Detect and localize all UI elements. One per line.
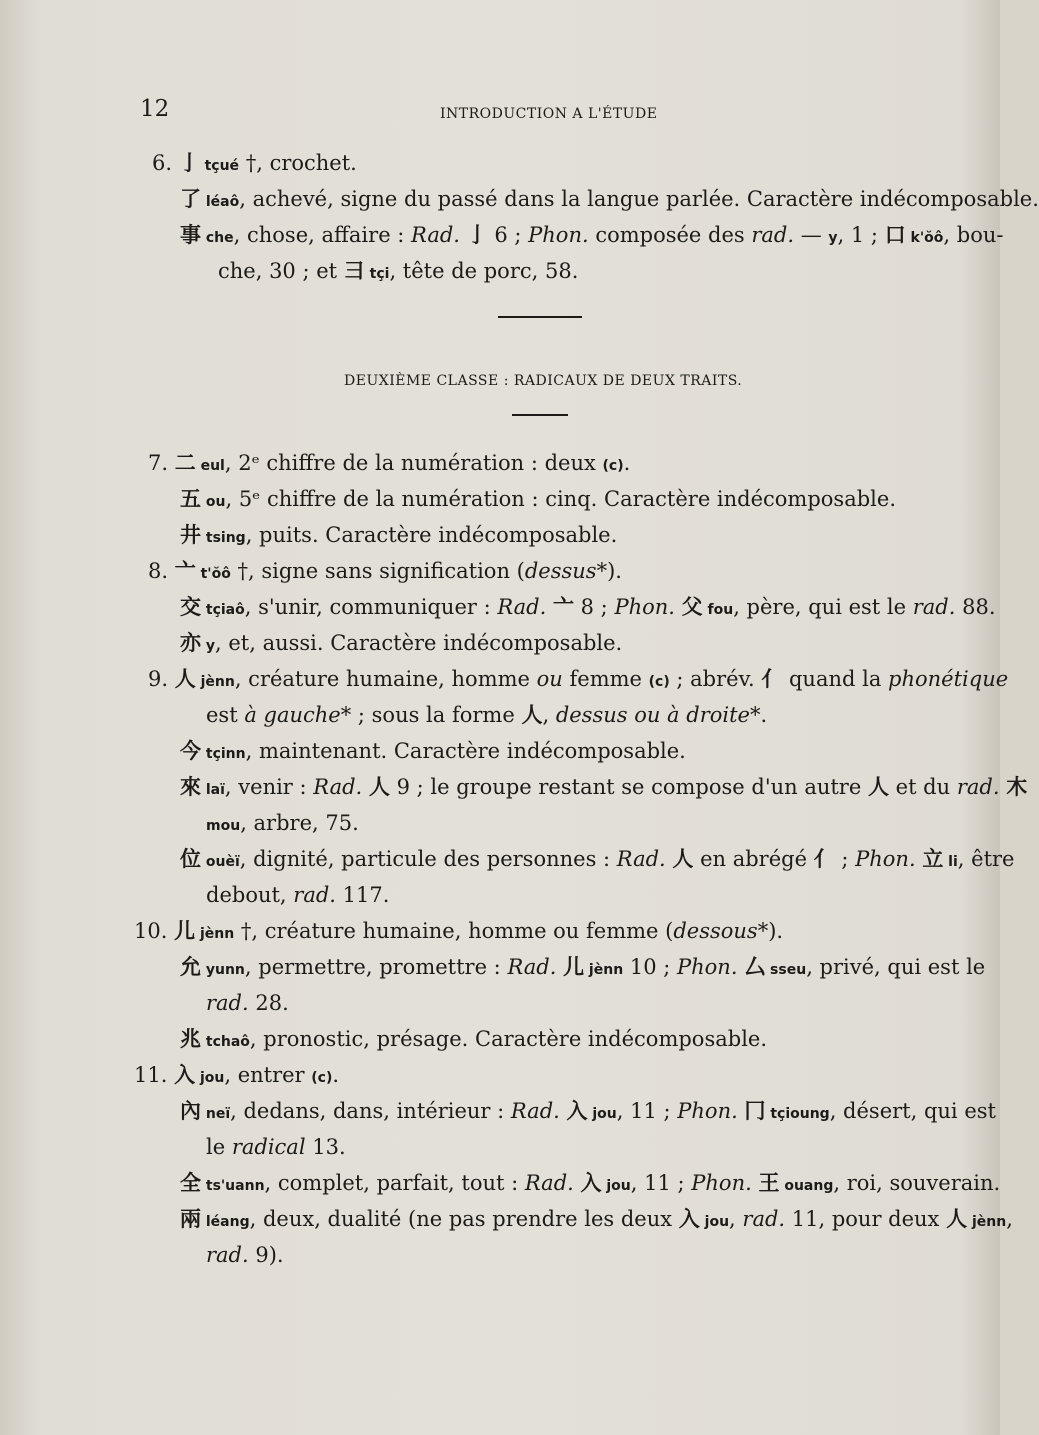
entry-text: ; bbox=[834, 847, 856, 871]
italic-text: Phon. bbox=[677, 955, 738, 979]
entry-text: 28. bbox=[248, 991, 289, 1015]
entry-line bbox=[134, 916, 783, 949]
entry-text: — bbox=[794, 223, 829, 247]
entry-line bbox=[148, 556, 622, 589]
chinese-character: 人 bbox=[368, 775, 390, 799]
entry-text: , 11 ; bbox=[616, 1099, 678, 1123]
romanization: li bbox=[943, 854, 958, 870]
entry-text: *). bbox=[757, 919, 784, 943]
chinese-character: 五 bbox=[180, 487, 201, 511]
entry-line bbox=[134, 1060, 339, 1093]
entry-text: femme bbox=[562, 667, 649, 691]
chinese-character: 人 bbox=[946, 1207, 968, 1231]
entry-line bbox=[206, 880, 389, 910]
chinese-character: 亠 bbox=[552, 595, 574, 619]
running-title: INTRODUCTION A L'ÉTUDE bbox=[440, 106, 658, 122]
section-title: DEUXIÈME CLASSE : RADICAUX DE DEUX TRAITS. bbox=[344, 373, 743, 389]
romanization: jou bbox=[195, 1070, 225, 1086]
romanization: tçi bbox=[364, 266, 390, 282]
entry-text bbox=[675, 595, 682, 619]
entry-text: , roi, souverain. bbox=[833, 1171, 1001, 1195]
chinese-character: 人 bbox=[521, 703, 543, 727]
entry-text: *). bbox=[596, 559, 622, 583]
entry-text: , être bbox=[957, 847, 1015, 871]
chinese-character: 兆 bbox=[180, 1027, 201, 1051]
romanization: (c) bbox=[602, 458, 624, 474]
romanization: jou bbox=[601, 1178, 631, 1194]
romanization: k'ŏô bbox=[905, 230, 944, 246]
entry-text: , 2ᵉ chiffre de la numération : deux bbox=[224, 451, 603, 475]
romanization: y bbox=[828, 230, 838, 246]
italic-text: rad. bbox=[912, 595, 956, 619]
entry-text: , dignité, particule des personnes : bbox=[239, 847, 617, 871]
entry-text: , bbox=[1006, 1207, 1013, 1231]
entry-text: composée des bbox=[588, 223, 752, 247]
entry-text: , bou- bbox=[943, 223, 1004, 247]
entry-text bbox=[362, 775, 369, 799]
divider-rule-bottom bbox=[512, 414, 568, 416]
italic-text: Phon. bbox=[855, 847, 916, 871]
romanization: eul bbox=[195, 458, 225, 474]
entry-text: , créature humaine, homme bbox=[234, 667, 537, 691]
romanization: y bbox=[201, 638, 215, 654]
entry-text: quand la bbox=[782, 667, 889, 691]
entry-text: , bbox=[542, 703, 556, 727]
romanization: tçinn bbox=[201, 746, 246, 762]
entry-text: . bbox=[623, 451, 631, 475]
chinese-character: 亅 bbox=[466, 223, 488, 247]
entry-text: , chose, affaire : bbox=[233, 223, 412, 247]
entry-line bbox=[180, 952, 985, 985]
entry-line bbox=[148, 664, 1008, 697]
chinese-character: 儿 bbox=[174, 919, 196, 943]
italic-text: dessous bbox=[673, 919, 758, 943]
chinese-character: 了 bbox=[180, 187, 201, 211]
italic-text: ou bbox=[536, 667, 563, 691]
entry-line bbox=[180, 592, 996, 625]
entry-text: *. bbox=[749, 703, 768, 727]
entry-text: , permettre, promettre : bbox=[244, 955, 508, 979]
romanization: jènn bbox=[195, 674, 235, 690]
entry-text: †, créature humaine, homme ou femme ( bbox=[234, 919, 674, 943]
italic-text: Rad. bbox=[510, 1099, 560, 1123]
chinese-character: 亅 bbox=[178, 151, 200, 175]
romanization: tçioung bbox=[765, 1106, 830, 1122]
entry-text: le bbox=[206, 1135, 232, 1159]
romanization: ouang bbox=[779, 1178, 834, 1194]
chinese-character: 父 bbox=[681, 595, 703, 619]
chinese-character: 立 bbox=[922, 847, 944, 871]
entry-text: , deux, dualité (ne pas prendre les deux bbox=[249, 1207, 679, 1231]
romanization: jènn bbox=[195, 926, 235, 942]
chinese-character: 亻 bbox=[813, 847, 835, 871]
entry-line bbox=[180, 1204, 1013, 1237]
romanization: jou bbox=[587, 1106, 617, 1122]
entry-line bbox=[180, 772, 1027, 805]
page-number: 12 bbox=[140, 96, 170, 122]
chinese-character: 允 bbox=[180, 955, 201, 979]
entry-text: , et, aussi. Caractère indécomposable. bbox=[215, 631, 623, 655]
entry-text: * ; sous la forme bbox=[340, 703, 522, 727]
entry-text: 7. bbox=[148, 451, 175, 475]
italic-text: dessus ou à droite bbox=[555, 703, 750, 727]
entry-text: en abrégé bbox=[693, 847, 814, 871]
entry-line bbox=[218, 256, 578, 289]
entry-text: et du bbox=[888, 775, 957, 799]
italic-text: Rad. bbox=[507, 955, 557, 979]
romanization: neï bbox=[201, 1106, 231, 1122]
entry-line bbox=[180, 484, 896, 517]
entry-text: 13. bbox=[305, 1135, 346, 1159]
chinese-character: 入 bbox=[678, 1207, 700, 1231]
entry-text: 117. bbox=[335, 883, 390, 907]
romanization: tchaô bbox=[201, 1034, 250, 1050]
entry-text bbox=[460, 223, 467, 247]
entry-text: est bbox=[206, 703, 245, 727]
divider-rule-top bbox=[498, 316, 582, 318]
italic-text: Phon. bbox=[677, 1099, 738, 1123]
entry-text: , désert, qui est bbox=[829, 1099, 996, 1123]
romanization: fou bbox=[702, 602, 734, 618]
chinese-character: 入 bbox=[174, 1063, 196, 1087]
entry-text: , venir : bbox=[224, 775, 314, 799]
entry-text: †, signe sans signification ( bbox=[230, 559, 525, 583]
entry-text: , privé, qui est le bbox=[806, 955, 986, 979]
chinese-character: 今 bbox=[180, 739, 201, 763]
chinese-character: 井 bbox=[180, 523, 201, 547]
entry-line bbox=[180, 628, 622, 661]
entry-text: 11, pour deux bbox=[785, 1207, 947, 1231]
entry-text: , dedans, dans, intérieur : bbox=[230, 1099, 511, 1123]
entry-line bbox=[180, 736, 686, 769]
entry-text bbox=[574, 1171, 581, 1195]
romanization: (c) bbox=[311, 1070, 333, 1086]
entry-text: , s'unir, communiquer : bbox=[244, 595, 498, 619]
italic-text: Rad. bbox=[616, 847, 666, 871]
entry-line bbox=[206, 1132, 346, 1162]
entry-text: ; abrév. bbox=[669, 667, 762, 691]
chinese-character: 木 bbox=[1006, 775, 1028, 799]
entry-text: , père, qui est le bbox=[733, 595, 913, 619]
entry-text: , 1 ; bbox=[837, 223, 885, 247]
chinese-character: 亦 bbox=[180, 631, 201, 655]
chinese-character: 亻 bbox=[761, 667, 783, 691]
entry-text: 6. bbox=[152, 151, 179, 175]
entry-text: 9). bbox=[248, 1243, 284, 1267]
entry-text: , entrer bbox=[224, 1063, 312, 1087]
romanization: léang bbox=[201, 1214, 250, 1230]
romanization: tsing bbox=[201, 530, 246, 546]
romanization: che bbox=[201, 230, 234, 246]
italic-text: rad. bbox=[742, 1207, 786, 1231]
entry-text: , puits. Caractère indécomposable. bbox=[245, 523, 618, 547]
entry-line bbox=[148, 448, 630, 481]
romanization: ts'uann bbox=[201, 1178, 265, 1194]
romanization: sseu bbox=[765, 962, 807, 978]
entry-line bbox=[152, 148, 357, 181]
italic-text: à gauche bbox=[244, 703, 341, 727]
italic-text: Phon. bbox=[614, 595, 675, 619]
italic-text: rad. bbox=[206, 1243, 249, 1267]
entry-text: 8. bbox=[148, 559, 175, 583]
romanization: tçiaô bbox=[201, 602, 245, 618]
italic-text: Phon. bbox=[528, 223, 589, 247]
romanization: jènn bbox=[584, 962, 624, 978]
entry-text: che, 30 ; et bbox=[218, 259, 344, 283]
romanization: mou bbox=[206, 818, 241, 834]
italic-text: rad. bbox=[751, 223, 795, 247]
entry-text: 8 ; bbox=[573, 595, 615, 619]
italic-text: Phon. bbox=[691, 1171, 752, 1195]
entry-text: 11. bbox=[134, 1063, 175, 1087]
chinese-character: 王 bbox=[758, 1171, 780, 1195]
entry-line bbox=[206, 988, 289, 1018]
entry-text: . bbox=[332, 1063, 340, 1087]
entry-line bbox=[206, 1240, 284, 1270]
entry-line bbox=[180, 184, 1039, 217]
romanization: yunn bbox=[201, 962, 245, 978]
entry-text: debout, bbox=[206, 883, 294, 907]
entry-text: 9 ; le groupe restant se compose d'un autre bbox=[389, 775, 868, 799]
entry-text bbox=[546, 595, 553, 619]
entry-text bbox=[560, 1099, 567, 1123]
chinese-character: 冂 bbox=[744, 1099, 766, 1123]
romanization: t'ŏô bbox=[195, 566, 231, 582]
entry-text: 10 ; bbox=[623, 955, 677, 979]
entry-text: , complet, parfait, tout : bbox=[264, 1171, 525, 1195]
italic-text: dessus bbox=[524, 559, 597, 583]
romanization: jou bbox=[699, 1214, 730, 1230]
italic-text: rad. bbox=[956, 775, 1000, 799]
chinese-character: 事 bbox=[180, 223, 201, 247]
chinese-character: 來 bbox=[180, 775, 201, 799]
entry-line bbox=[180, 1096, 996, 1129]
entry-text: , pronostic, présage. Caractère indécomposable. bbox=[249, 1027, 768, 1051]
romanization: ou bbox=[201, 494, 226, 510]
chinese-character: 人 bbox=[867, 775, 889, 799]
italic-text: Rad. bbox=[313, 775, 363, 799]
chinese-character: 位 bbox=[180, 847, 201, 871]
entry-line bbox=[180, 844, 1014, 877]
entry-line bbox=[180, 220, 1003, 253]
entry-line bbox=[206, 700, 767, 730]
italic-text: Rad. bbox=[497, 595, 547, 619]
italic-text: Rad. bbox=[411, 223, 460, 247]
chinese-character: 儿 bbox=[563, 955, 585, 979]
italic-text: rad. bbox=[206, 991, 249, 1015]
italic-text: rad. bbox=[293, 883, 336, 907]
chinese-character: 全 bbox=[180, 1171, 201, 1195]
chinese-character: 入 bbox=[580, 1171, 602, 1195]
chinese-character: 厶 bbox=[744, 955, 766, 979]
chinese-character: 彐 bbox=[343, 259, 365, 283]
entry-text: , 11 ; bbox=[630, 1171, 692, 1195]
entry-text: , bbox=[729, 1207, 743, 1231]
entry-text: 10. bbox=[134, 919, 175, 943]
romanization: laï bbox=[201, 782, 225, 798]
chinese-character: 內 bbox=[180, 1099, 201, 1123]
chinese-character: 口 bbox=[884, 223, 906, 247]
chinese-character: 兩 bbox=[180, 1207, 201, 1231]
entry-text: 6 ; bbox=[487, 223, 529, 247]
entry-text: 88. bbox=[955, 595, 996, 619]
romanization: ouèï bbox=[201, 854, 240, 870]
entry-line bbox=[180, 520, 617, 553]
entry-text: , 5ᵉ chiffre de la numération : cinq. Caractère indécomposable. bbox=[225, 487, 896, 511]
romanization: léaô bbox=[201, 194, 240, 210]
chinese-character: 人 bbox=[174, 667, 196, 691]
entry-text: , maintenant. Caractère indécomposable. bbox=[245, 739, 686, 763]
italic-text: Rad. bbox=[524, 1171, 574, 1195]
romanization: jènn bbox=[967, 1214, 1007, 1230]
chinese-character: 亠 bbox=[174, 559, 196, 583]
romanization: tçué bbox=[199, 158, 240, 174]
entry-line bbox=[206, 808, 359, 841]
entry-text: 9. bbox=[148, 667, 175, 691]
italic-text: phonétique bbox=[888, 667, 1009, 691]
entry-line bbox=[180, 1168, 1000, 1201]
chinese-character: 入 bbox=[566, 1099, 588, 1123]
chinese-character: 人 bbox=[672, 847, 694, 871]
italic-text: radical bbox=[231, 1135, 306, 1159]
romanization: (c) bbox=[648, 674, 670, 690]
entry-text: , achevé, signe du passé dans la langue parlée. Caractère indécomposable. bbox=[239, 187, 1039, 211]
entry-text: , arbre, 75. bbox=[240, 811, 359, 835]
entry-text: , tête de porc, 58. bbox=[389, 259, 579, 283]
chinese-character: 交 bbox=[180, 595, 201, 619]
page-header bbox=[0, 96, 1000, 136]
chinese-character: 二 bbox=[174, 451, 196, 475]
entry-line bbox=[180, 1024, 767, 1057]
entry-text: †, crochet. bbox=[239, 151, 357, 175]
